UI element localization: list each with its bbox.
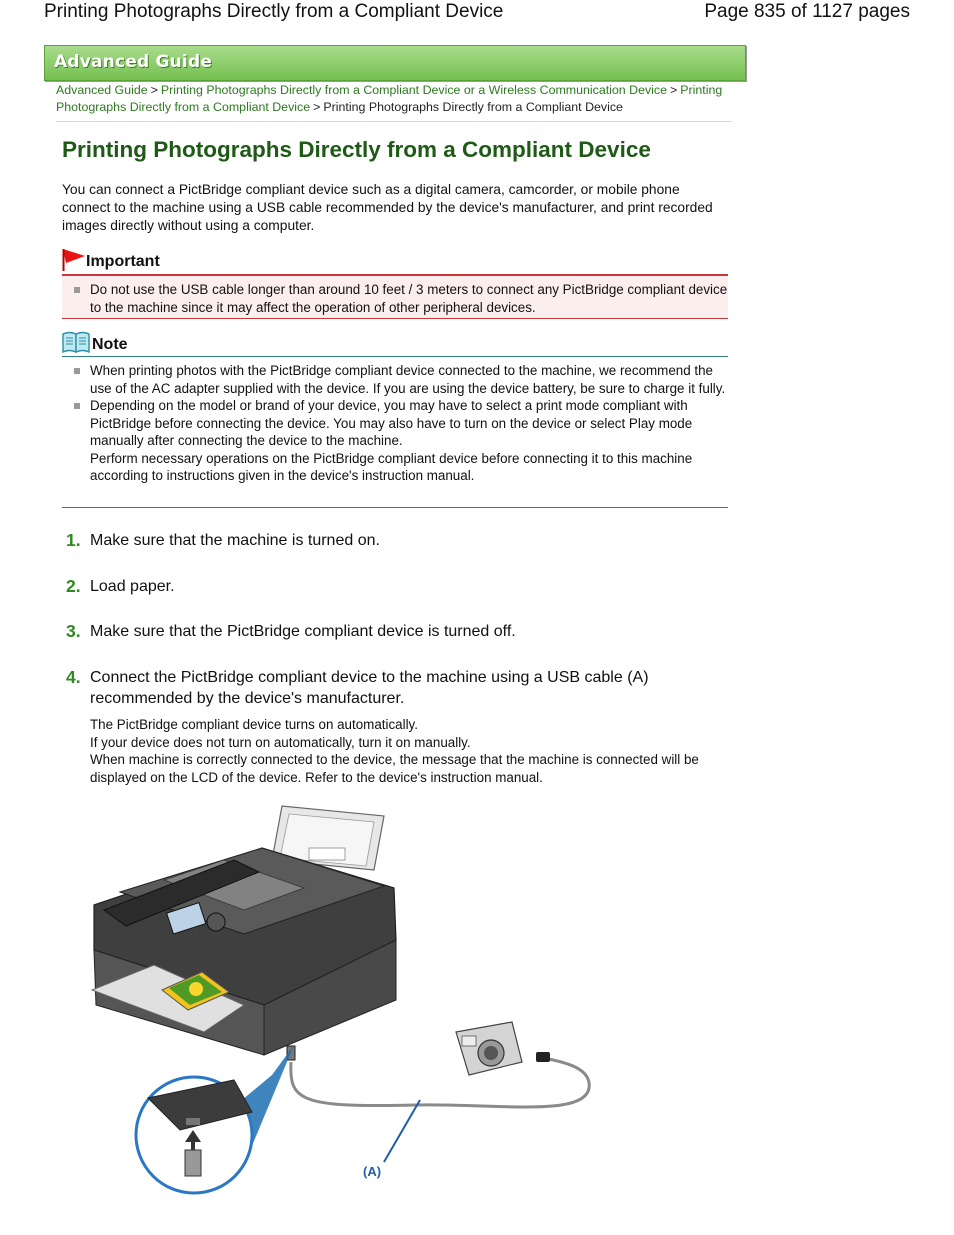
advanced-guide-banner (44, 45, 746, 81)
important-item-text: Do not use the USB cable longer than around 10 feet / 3 meters to connect any PictBridge compliant device to the machine since it may affect the operation of other peripheral devices. (90, 282, 728, 315)
breadcrumb-current: Printing Photographs Directly from a Compliant Device (323, 100, 623, 114)
connection-illustration (84, 800, 604, 1195)
step-4-description-line: If your device does not turn on automatically, turn it on manually. (90, 734, 471, 750)
bullet-icon (74, 287, 80, 293)
breadcrumb-separator: > (313, 100, 321, 114)
step-text: Make sure that the PictBridge compliant device is turned off. (90, 623, 516, 640)
banner-label: Advanced Guide (54, 52, 213, 72)
step-text: Make sure that the machine is turned on. (90, 532, 380, 549)
note-item-text: Depending on the model or brand of your device, you may have to select a print mode compliant with PictBridge before connecting the device. You may also have to turn on the device or select Play mode manually after connecting the device to the machine. (90, 398, 693, 448)
bullet-icon (74, 368, 80, 374)
breadcrumb-link-compliant-device[interactable]: Printing Photographs Directly from a Compliant Device (56, 83, 723, 114)
breadcrumb (56, 82, 732, 122)
step-text: Load paper. (90, 578, 175, 595)
step-number: 4. (66, 667, 81, 687)
important-box (62, 274, 728, 319)
breadcrumb-separator: > (150, 83, 158, 97)
important-item (62, 281, 728, 316)
cable-a-label: (A) (363, 1164, 382, 1179)
step-4-description (90, 716, 726, 786)
page-header-title: Printing Photographs Directly from a Compliant Device (44, 1, 504, 22)
page-header (0, 0, 954, 26)
important-label: Important (86, 253, 160, 270)
breadcrumb-link-compliant-or-wireless[interactable]: Printing Photographs Directly from a Compliant Device or a Wireless Communication Device (160, 83, 668, 97)
page-number: Page 835 of 1127 pages (704, 1, 910, 22)
note-item (62, 362, 728, 397)
red-flag-icon (62, 248, 86, 277)
note-box (62, 356, 728, 508)
breadcrumb-link-advanced-guide[interactable]: Advanced Guide (56, 83, 148, 97)
note-item (62, 397, 728, 485)
step-number: 3. (66, 621, 81, 641)
step-4-description-line: When machine is correctly connected to the device, the message that the machine is connected will be displayed on the LCD of the device. Refer to the device's instruction manual. (90, 752, 699, 785)
note-item-extra-text: Perform necessary operations on the PictBridge compliant device before connecting it to this machine according to instructions given in the device's instruction manual. (90, 450, 693, 483)
note-label: Note (92, 336, 128, 353)
bullet-icon (74, 403, 80, 409)
book-icon (62, 331, 90, 358)
step-number: 1. (66, 530, 81, 550)
step-number: 2. (66, 576, 81, 596)
note-item-text: When printing photos with the PictBridge compliant device connected to the machine, we recommend the use of the AC adapter supplied with the device. If you are using the device battery, be sure to charge it fully. (90, 363, 726, 396)
step-text: Connect the PictBridge compliant device to the machine using a USB cable (A) recommended by the device's manufacturer. (90, 669, 649, 707)
printer (92, 848, 396, 1060)
breadcrumb-separator: > (670, 83, 678, 97)
intro-paragraph: You can connect a PictBridge compliant device such as a digital camera, camcorder, or mobile phone connect to the machine using a USB cable recommended by the device's manufacturer, and print recorded images directly without using a computer. (62, 182, 713, 233)
page-title: Printing Photographs Directly from a Compliant Device (62, 137, 651, 162)
camera (456, 1022, 550, 1075)
step-4-description-line: The PictBridge compliant device turns on automatically. (90, 717, 418, 732)
usb-connection-callout (136, 1045, 294, 1193)
